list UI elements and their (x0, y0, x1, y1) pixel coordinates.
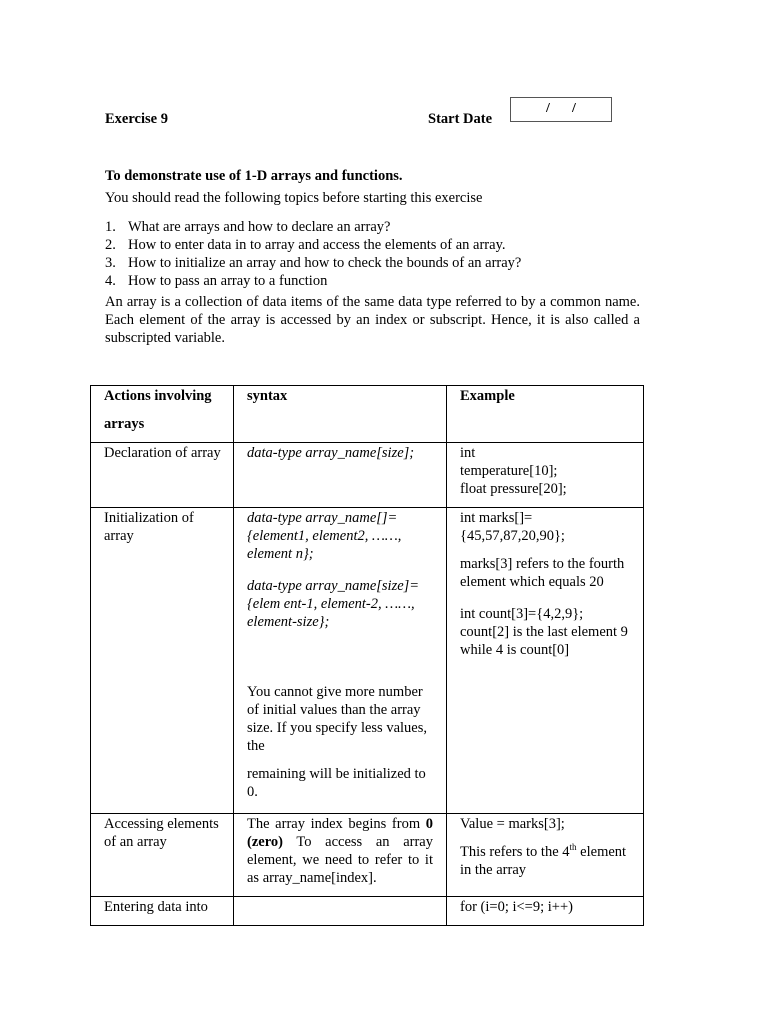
table-row (91, 814, 644, 897)
cell-text: count[2] is the last element 9 while 4 is count[0] (460, 624, 628, 658)
table-cell (447, 508, 644, 814)
table-cell (447, 814, 644, 897)
cell-text: Entering data into (104, 899, 208, 915)
list-item-text: How to pass an array to a function (128, 273, 328, 289)
table-cell (234, 897, 447, 926)
intro-text: You should read the following topics before starting this exercise (105, 190, 483, 206)
header-text: arrays (104, 416, 145, 432)
list-item (105, 254, 521, 272)
text-span: This refers to the 4 (460, 844, 570, 860)
start-date-label: Start Date (428, 111, 493, 127)
table-cell (447, 897, 644, 926)
cell-text: for (i=0; i<=9; i++) (460, 899, 573, 915)
list-number: 4. (105, 273, 116, 289)
text-span: The array index begins from (247, 816, 421, 832)
topics-list (105, 218, 521, 290)
text-span: To access an array element, we need to refer to it as array_name[index]. (247, 834, 433, 886)
cell-text: int marks[]={45,57,87,20,90}; (460, 510, 565, 544)
date-separator: / (572, 101, 576, 116)
cell-text: Accessing elements of an array (104, 816, 219, 850)
cell-text (247, 815, 433, 887)
list-item (105, 236, 521, 254)
table-cell (234, 508, 447, 814)
table-cell (234, 443, 447, 508)
table-cell (234, 814, 447, 897)
header-cell-syntax (234, 386, 447, 443)
cell-text: Declaration of array (104, 445, 221, 461)
cell-text (460, 843, 630, 879)
cell-text: Value = marks[3]; (460, 816, 565, 832)
cell-text: data-type array_name[size]; (247, 445, 415, 461)
header-text: syntax (247, 388, 288, 404)
cell-text: Initialization of array (104, 510, 194, 544)
list-item (105, 272, 521, 290)
table-cell (91, 814, 234, 897)
list-number: 2. (105, 237, 116, 253)
cell-text: marks[3] refers to the fourth element which equals 20 (460, 556, 625, 590)
start-date-field[interactable] (510, 97, 612, 122)
exercise-title: Exercise 9 (105, 111, 168, 127)
list-item (105, 218, 521, 236)
header-cell-actions (91, 386, 234, 443)
list-number: 1. (105, 219, 116, 235)
date-separator: / (546, 101, 550, 116)
cell-text: remaining will be initialized to 0. (247, 766, 426, 800)
array-actions-table (90, 385, 644, 926)
cell-text: int count[3]={4,2,9}; (460, 606, 584, 622)
list-item-text: What are arrays and how to declare an array? (128, 219, 391, 235)
text-span: element in the array (460, 844, 627, 878)
table-row (91, 897, 644, 926)
bold-text: 0 (zero) (247, 816, 433, 850)
list-item-text: How to initialize an array and how to check the bounds of an array? (128, 255, 522, 271)
table-cell (447, 443, 644, 508)
cell-text: data-type array_name[]={element1, element2, ……, element n}; (247, 510, 402, 562)
cell-text: You cannot give more number of initial values than the array size. If you specify less values, the (247, 684, 427, 754)
table-row (91, 508, 644, 814)
list-item-text: How to enter data in to array and access the elements of an array. (128, 237, 506, 253)
list-number: 3. (105, 255, 116, 271)
header-text: Example (460, 388, 515, 404)
cell-text: float pressure[20]; (460, 481, 567, 497)
header-cell-example (447, 386, 644, 443)
table-cell (91, 508, 234, 814)
array-description: An array is a collection of data items of the same data type referred to by a common name. Each element of the array is accessed by an index or subscript. Hence, it is also called a subscripted variable. (105, 294, 640, 346)
exercise-heading: To demonstrate use of 1-D arrays and functions. (105, 168, 403, 184)
cell-text: int (460, 445, 476, 461)
cell-text: data-type array_name[size]={elem ent-1, element-2, ……, element-size}; (247, 578, 420, 630)
table-header-row (91, 386, 644, 443)
table-cell (91, 443, 234, 508)
header-text: Actions involving (104, 388, 212, 404)
table-cell (91, 897, 234, 926)
superscript: th (569, 842, 577, 853)
cell-text: temperature[10]; (460, 463, 558, 479)
table-row (91, 443, 644, 508)
